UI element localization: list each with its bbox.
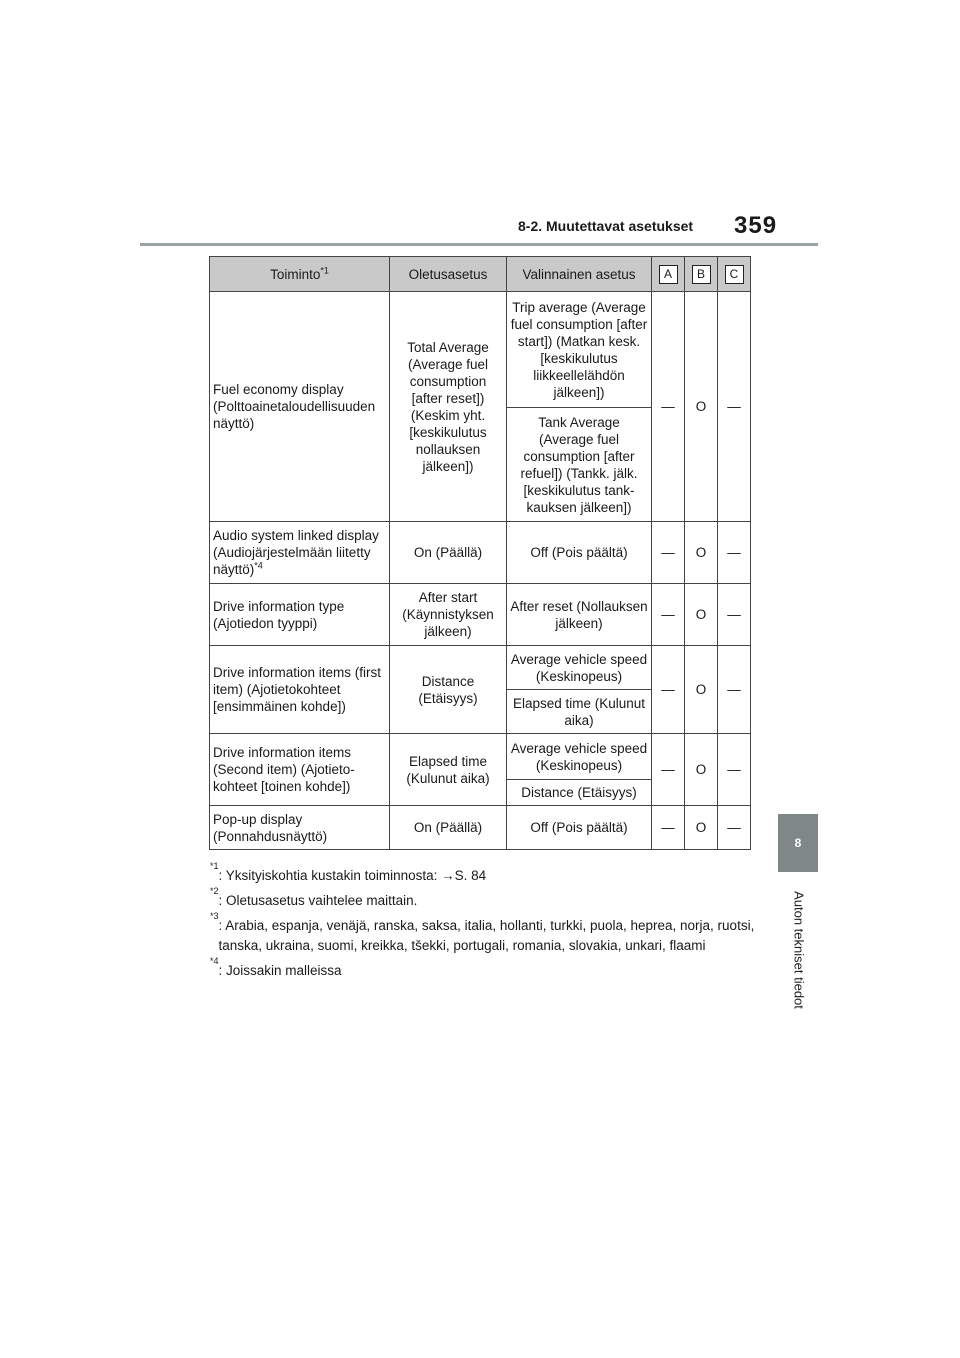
c-cell: — (718, 522, 751, 584)
optional-cell: Off (Pois päältä) (507, 806, 652, 850)
c-cell: — (718, 584, 751, 646)
a-cell: — (652, 646, 685, 734)
b-cell: O (685, 734, 718, 806)
b-cell: O (685, 584, 718, 646)
function-cell: Audio system linked display (Audiojärjestelmään liitetty näyttö)$^{*4}$ (210, 522, 390, 584)
optional-cell: Trip average (Average fuel consumption [after start]) (Matkan kesk. [keskikulutus liikkeellelähdön jälkeen]) (507, 292, 652, 408)
optional-cell: Average vehicle speed (Keskinopeus) (507, 646, 652, 690)
optional-cell: Elapsed time (Kulunut aika) (507, 690, 652, 734)
footnote-1: *1 : Yksityiskohtia kustakin toiminnosta: →S. 84 (210, 861, 487, 883)
table-header-row (210, 257, 751, 292)
header-function: Toiminto$^{*1}$ (210, 257, 390, 292)
page-number: 359 (734, 212, 778, 239)
a-cell: — (652, 806, 685, 850)
settings-table (209, 256, 751, 850)
optional-cell: After reset (Nollauksen jälkeen) (507, 584, 652, 646)
optional-cell: Tank Average (Average fuel consumption [after refuel]) (Tankk. jälk. [keskikulutus tank-kauksen jälkeen]) (507, 408, 652, 522)
header-default: Oletusasetus (390, 257, 507, 292)
optional-cell: Average vehicle speed (Keskinopeus) (507, 734, 652, 780)
function-cell: Pop-up display (Ponnahdusnäyttö) (210, 806, 390, 850)
a-cell: — (652, 292, 685, 522)
c-cell: — (718, 734, 751, 806)
default-cell: Total Average (Average fuel consumption [after reset]) (Keskim yht. [keskikulutus nollauksen jälkeen]) (390, 292, 507, 522)
header-b (685, 257, 718, 292)
header-a-box: A (659, 265, 678, 284)
table-row (210, 292, 751, 408)
table-row (210, 522, 751, 584)
optional-cell: Distance (Etäisyys) (507, 780, 652, 806)
b-cell: O (685, 522, 718, 584)
header-optional: Valinnainen asetus (507, 257, 652, 292)
c-cell: — (718, 646, 751, 734)
header-c-box: C (725, 265, 744, 284)
table-row (210, 734, 751, 780)
a-cell: — (652, 522, 685, 584)
table-row (210, 646, 751, 690)
c-cell: — (718, 292, 751, 522)
a-cell: — (652, 584, 685, 646)
header-a (652, 257, 685, 292)
b-cell: O (685, 292, 718, 522)
default-cell: On (Päällä) (390, 522, 507, 584)
default-cell: Elapsed time (Kulunut aika) (390, 734, 507, 806)
optional-cell: Off (Pois päältä) (507, 522, 652, 584)
function-cell: Drive information type (Ajotiedon tyyppi) (210, 584, 390, 646)
function-cell: Fuel economy display (Polttoainetaloudellisuuden näyttö) (210, 292, 390, 522)
footnote-2: *2 : Oletusasetus vaihtelee maittain. (210, 886, 418, 908)
default-cell: After start (Käynnistyksen jälkeen) (390, 584, 507, 646)
footnote-3: *3 : Arabia, espanja, venäjä, ranska, saksa, italia, hollanti, turkki, puola, heprea, norja, ruotsi, tanska, ukraina, suomi, kreikka, tšekki, portugali, romania, slovakia, unkari, flaami (210, 911, 755, 953)
default-cell: On (Päällä) (390, 806, 507, 850)
chapter-number: 8 (794, 836, 802, 850)
function-cell: Drive information items (first item) (Ajotietokohteet [ensimmäinen kohde]) (210, 646, 390, 734)
table-row (210, 806, 751, 850)
chapter-tab (778, 814, 818, 872)
b-cell: O (685, 646, 718, 734)
function-cell: Drive information items (Second item) (Ajotieto-kohteet [toinen kohde]) (210, 734, 390, 806)
b-cell: O (685, 806, 718, 850)
header-c (718, 257, 751, 292)
a-cell: — (652, 734, 685, 806)
chapter-label: Auton tekniset tiedot (791, 891, 807, 1009)
section-title: 8-2. Muutettavat asetukset (518, 218, 694, 234)
footnote-4: *4 : Joissakin malleissa (210, 956, 342, 978)
header-rule (140, 243, 818, 246)
footnotes (210, 861, 760, 986)
default-cell: Distance (Etäisyys) (390, 646, 507, 734)
header-b-box: B (692, 265, 711, 284)
c-cell: — (718, 806, 751, 850)
table-row (210, 584, 751, 646)
